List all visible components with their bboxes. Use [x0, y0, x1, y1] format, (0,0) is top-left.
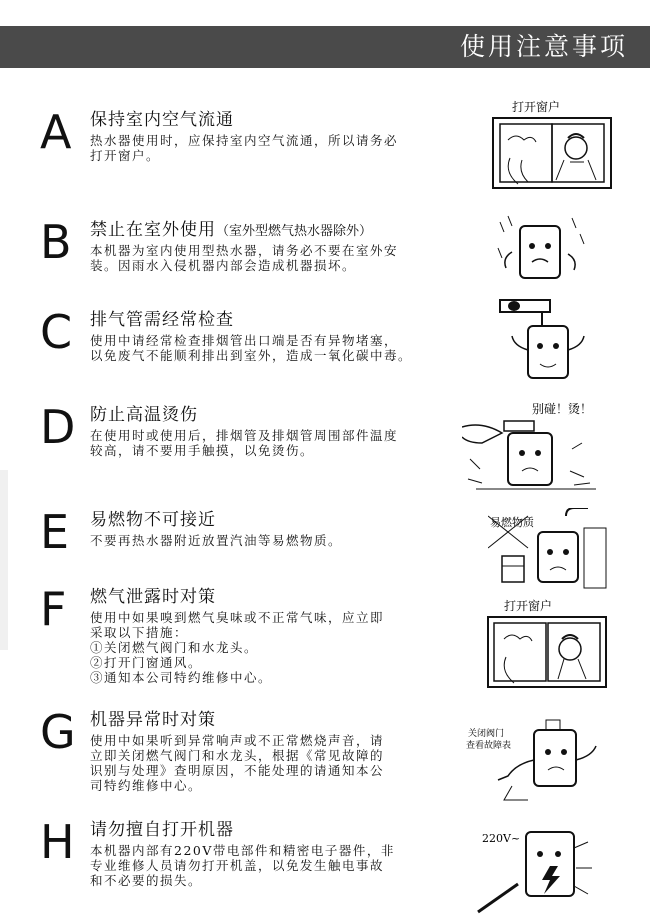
section-body: 使用中请经常检查排烟管出口端是否有异物堵塞， 以免废气不能顺利排出到室外，造成一氧化碳中毒。: [90, 333, 413, 363]
section-letter: F: [40, 582, 67, 636]
header-bar: [0, 26, 650, 68]
section-letter: H: [40, 815, 75, 869]
section-title: 保持室内空气流通: [90, 110, 234, 130]
section-letter: D: [40, 400, 76, 454]
section-body: 使用中如果听到异常响声或不正常燃烧声音，请 立即关闭燃气阀门和水龙头，根据《常见故障的 识别与处理》查明原因，不能处理的请通知本公 司特约维修中心。: [90, 733, 385, 793]
hot-warning-illustration: [462, 399, 622, 499]
section-body: 使用中如果嗅到燃气臭味或不正常气味，应立即 采取以下措施： ①关闭燃气阀门和水龙头。 ②打开门窗通风。 ③通知本公司特约维修中心。: [90, 610, 385, 685]
section-title: 易燃物不可接近: [90, 510, 216, 530]
flammable-items-illustration: [488, 508, 608, 598]
svg-text:查看故障表: 查看故障表: [466, 741, 512, 751]
section-letter: E: [40, 505, 70, 559]
illustration-label: 别碰！烫！: [532, 402, 593, 416]
open-window-illustration: [478, 599, 618, 699]
illustration-label: 打开窗户: [504, 599, 553, 613]
section-body: 本机器内部有220V带电部件和精密电子器件，非 专业维修人员请勿打开机盖，以免发生触电事故 和不必要的损失。: [90, 843, 395, 888]
open-window-illustration: [478, 100, 618, 200]
electric-shock-illustration: [470, 828, 610, 918]
exhaust-pipe-illustration: [490, 294, 600, 394]
section-title: 防止高温烫伤: [90, 405, 198, 425]
section-body: 本机器为室内使用型热水器，请务必不要在室外安 装。因雨水入侵机器内部会造成机器损坏。: [90, 243, 399, 273]
section-body: 在使用时或使用后，排烟管及排烟管周围部件温度 较高，请不要用手触摸，以免烫伤。: [90, 428, 399, 458]
illustration-label: 打开窗户: [512, 100, 561, 114]
illustration-label: 易燃物质: [490, 516, 534, 529]
section-body: 热水器使用时，应保持室内空气流通，所以请务必 打开窗户。: [90, 133, 399, 163]
section-title: 排气管需经常检查: [90, 310, 234, 330]
illustration-label: 关闭阀门: [468, 729, 505, 739]
section-letter: A: [40, 105, 72, 159]
rain-heater-illustration: [492, 212, 592, 292]
section-title: 燃气泄露时对策: [90, 587, 216, 607]
section-letter: C: [40, 305, 73, 359]
close-valve-illustration: [462, 716, 612, 806]
section-title: 机器异常时对策: [90, 710, 216, 730]
section-body: 不要再热水器附近放置汽油等易燃物质。: [90, 533, 343, 548]
illustration-label: 220V~: [482, 832, 521, 845]
margin-shade: [0, 470, 8, 650]
section-letter: B: [40, 215, 72, 269]
section-title: 请勿擅自打开机器: [90, 820, 234, 840]
page-title: 使用注意事项: [459, 32, 628, 61]
section-letter: G: [40, 705, 76, 759]
section-title: 禁止在室外使用（室外型燃气热水器除外）: [90, 220, 373, 240]
